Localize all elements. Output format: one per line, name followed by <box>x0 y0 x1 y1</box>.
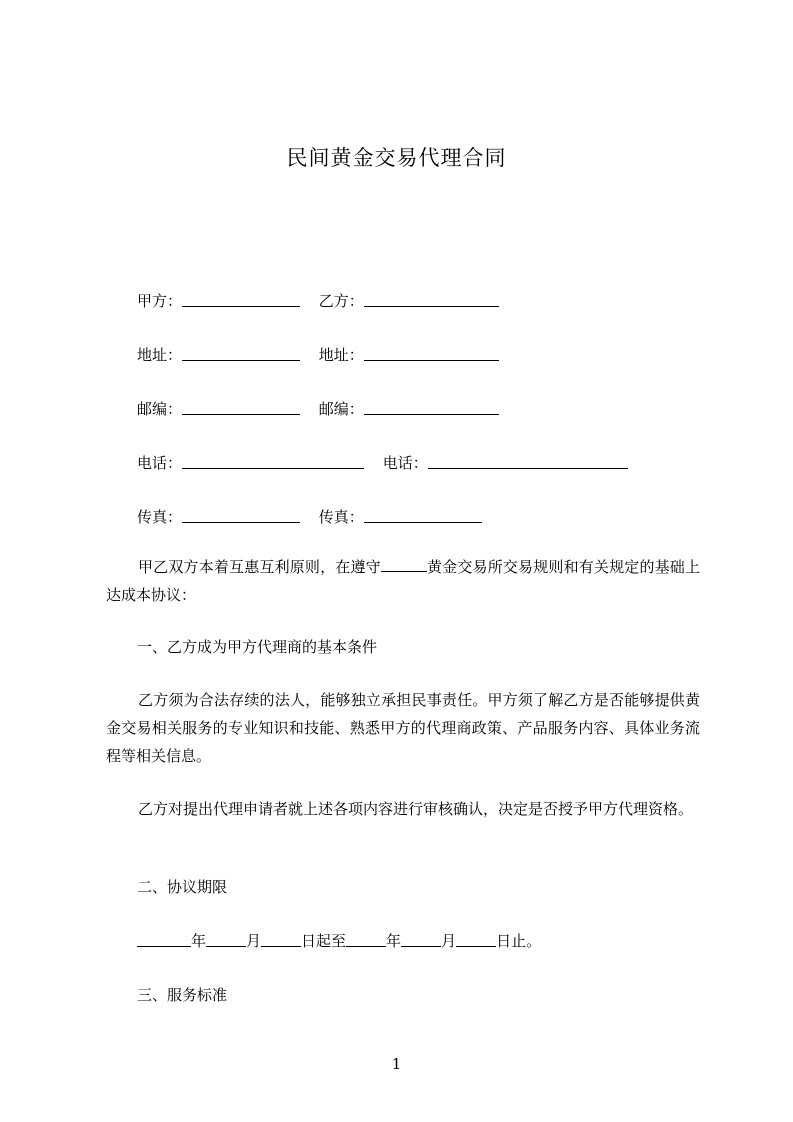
term-year-1: 年 <box>191 932 207 950</box>
end-day-blank <box>456 930 496 947</box>
party-a-address-label: 地址： <box>137 346 183 364</box>
party-b-address-blank <box>364 344 499 361</box>
intro-paragraph <box>106 553 700 609</box>
party-a-fax-blank <box>182 506 300 523</box>
party-row-fax <box>137 506 482 528</box>
intro-text-before: 甲乙双方本着互惠互利原则，在遵守 <box>138 558 381 576</box>
term-day-from: 日起至 <box>301 932 347 950</box>
exchange-name-blank <box>381 556 427 572</box>
party-a-label: 甲方： <box>137 292 183 310</box>
party-b-address-label: 地址： <box>318 346 364 364</box>
term-year-2: 年 <box>386 932 402 950</box>
party-b-phone-blank <box>428 452 628 469</box>
term-day-to: 日止。 <box>496 932 542 950</box>
page-title: 民间黄金交易代理合同 <box>286 146 507 170</box>
page-number: 1 <box>391 1055 402 1073</box>
end-month-blank <box>401 930 441 947</box>
party-b-postcode-blank <box>364 398 499 415</box>
party-a-blank <box>182 290 300 307</box>
start-year-blank <box>137 930 191 947</box>
start-month-blank <box>206 930 246 947</box>
party-b-fax-label: 传真： <box>318 508 364 526</box>
section-1-paragraph-1: 乙方须为合法存续的法人，能够独立承担民事责任。甲方须了解乙方是否能够提供黄金交易相关服务的专业知识和技能、熟悉甲方的代理商政策、产品服务内容、具体业务流程等相关信息。 <box>106 691 700 765</box>
term-month-2: 月 <box>441 932 457 950</box>
party-b-label: 乙方： <box>318 292 364 310</box>
section-1-paragraph-2: 乙方对提出代理申请者就上述各项内容进行审核确认，决定是否授予甲方代理资格。 <box>138 800 694 818</box>
intro-text-after: 黄金交易所交易规则和有关规定的基础上达成本协议： <box>106 558 700 604</box>
party-a-phone-label: 电话： <box>137 454 183 472</box>
section-1-heading: 一、乙方成为甲方代理商的基本条件 <box>137 638 378 656</box>
party-row-postcode <box>137 398 499 420</box>
end-year-blank <box>346 930 386 947</box>
party-a-postcode-label: 邮编： <box>137 400 183 418</box>
party-b-phone-label: 电话： <box>382 454 428 472</box>
party-b-blank <box>364 290 499 307</box>
party-b-fax-blank <box>364 506 482 523</box>
start-day-blank <box>261 930 301 947</box>
term-month-1: 月 <box>246 932 262 950</box>
party-a-phone-blank <box>182 452 364 469</box>
party-b-postcode-label: 邮编： <box>318 400 364 418</box>
section-3-heading: 三、服务标准 <box>137 986 228 1004</box>
party-a-address-blank <box>182 344 300 361</box>
party-row-name <box>137 290 499 312</box>
term-line <box>137 930 541 952</box>
party-a-fax-label: 传真： <box>137 508 183 526</box>
party-a-postcode-blank <box>182 398 300 415</box>
party-row-address <box>137 344 499 366</box>
section-2-heading: 二、协议期限 <box>137 878 228 896</box>
party-row-phone <box>137 452 628 474</box>
